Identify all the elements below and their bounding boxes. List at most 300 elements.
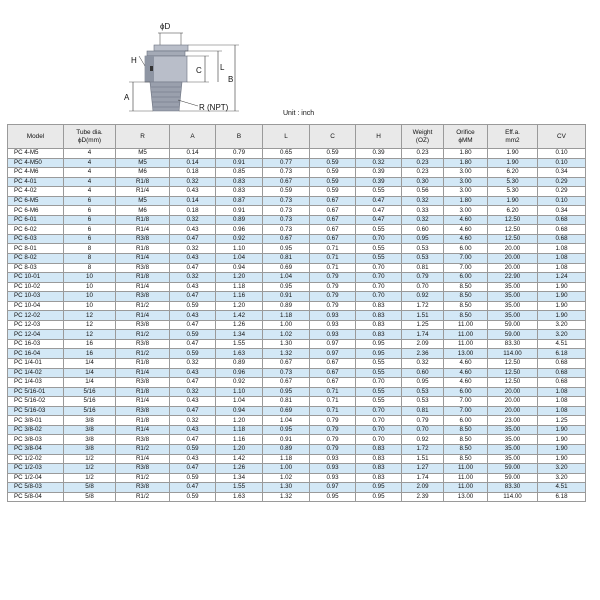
table-cell: 0.68 (538, 215, 586, 225)
column-header-label: Model (26, 132, 45, 140)
table-cell: R3/8 (116, 320, 170, 330)
dim-label-h: H (131, 56, 137, 65)
model-cell: PC 5/8-03 (8, 483, 64, 493)
table-cell: 0.29 (538, 187, 586, 197)
table-cell: 20.00 (488, 254, 538, 264)
table-cell: 0.71 (310, 406, 356, 416)
model-cell: PC 1/4-03 (8, 378, 64, 388)
table-row (8, 311, 586, 321)
model-cell: PC 10-03 (8, 292, 64, 302)
table-cell: 0.23 (402, 158, 444, 168)
table-row (8, 349, 586, 359)
fitting-hex-mark (150, 66, 153, 71)
table-cell: 0.10 (538, 149, 586, 159)
model-cell: PC 6-M6 (8, 206, 64, 216)
table-cell: 1.55 (216, 483, 263, 493)
table-cell: 1.10 (216, 244, 263, 254)
table-row (8, 492, 586, 502)
column-header-label: L (284, 132, 288, 140)
model-cell: PC 10-02 (8, 282, 64, 292)
table-cell: 0.79 (310, 425, 356, 435)
table-cell: 1/4 (64, 368, 116, 378)
model-cell: PC 5/8-04 (8, 492, 64, 502)
table-cell: R3/8 (116, 378, 170, 388)
table-cell: 0.79 (310, 301, 356, 311)
table-cell: 8 (64, 244, 116, 254)
table-cell: 4 (64, 168, 116, 178)
table-cell: 12.50 (488, 359, 538, 369)
table-cell: 5/16 (64, 397, 116, 407)
model-cell: PC 12-04 (8, 330, 64, 340)
table-cell: 0.95 (356, 483, 402, 493)
table-cell: 0.55 (356, 387, 402, 397)
table-row (8, 301, 586, 311)
column-header-unit: (OZ) (415, 136, 430, 144)
table-cell: 1.04 (216, 397, 263, 407)
table-cell: R3/8 (116, 435, 170, 445)
table-cell: 0.47 (170, 234, 216, 244)
table-cell: 1.90 (538, 292, 586, 302)
dim-label-b: B (228, 75, 234, 84)
table-cell: 1.42 (216, 311, 263, 321)
table-cell: 0.93 (310, 464, 356, 474)
model-cell: PC 10-01 (8, 273, 64, 283)
table-cell: 0.43 (170, 425, 216, 435)
table-cell: 1.90 (538, 301, 586, 311)
table-cell: 4.60 (444, 234, 488, 244)
table-row (8, 378, 586, 388)
model-cell: PC 4-02 (8, 187, 64, 197)
model-cell: PC 12-02 (8, 311, 64, 321)
table-cell: 0.95 (356, 492, 402, 502)
column-header (356, 125, 402, 149)
table-cell: 0.70 (356, 273, 402, 283)
table-cell: 11.00 (444, 464, 488, 474)
table-row (8, 234, 586, 244)
table-cell: 1.00 (263, 464, 310, 474)
table-row (8, 177, 586, 187)
table-cell: 0.55 (356, 359, 402, 369)
table-cell: 1.18 (216, 425, 263, 435)
table-cell: 0.32 (170, 215, 216, 225)
column-header (8, 125, 64, 149)
table-cell: 5.30 (488, 187, 538, 197)
leader-r-npt (178, 100, 198, 106)
table-cell: 6 (64, 234, 116, 244)
table-cell: R1/8 (116, 273, 170, 283)
model-cell: PC 4-M6 (8, 168, 64, 178)
table-cell: 0.73 (263, 215, 310, 225)
table-cell: R1/4 (116, 254, 170, 264)
table-cell: 0.59 (170, 301, 216, 311)
table-cell: 0.92 (402, 292, 444, 302)
table-cell: 8.50 (444, 454, 488, 464)
dim-label-c: C (196, 66, 202, 75)
table-cell: 0.59 (170, 473, 216, 483)
table-cell: 0.95 (356, 349, 402, 359)
table-cell: 1.24 (538, 273, 586, 283)
table-cell: 0.89 (263, 444, 310, 454)
fitting-dimension-diagram (0, 0, 600, 122)
table-cell: 0.70 (402, 425, 444, 435)
table-cell: 0.55 (356, 397, 402, 407)
table-cell: 1.63 (216, 349, 263, 359)
table-cell: 0.67 (263, 177, 310, 187)
table-cell: 0.39 (356, 149, 402, 159)
table-cell: 1.80 (444, 149, 488, 159)
table-cell: 0.79 (216, 149, 263, 159)
table-cell: 0.83 (356, 473, 402, 483)
table-cell: 0.70 (356, 378, 402, 388)
table-cell: 16 (64, 339, 116, 349)
table-cell: 1.02 (263, 473, 310, 483)
table-cell: 10 (64, 282, 116, 292)
model-cell: PC 1/2-02 (8, 454, 64, 464)
table-cell: 1.16 (216, 435, 263, 445)
table-cell: 1.16 (216, 292, 263, 302)
table-cell: 0.39 (356, 168, 402, 178)
table-row (8, 320, 586, 330)
table-cell: 1.34 (216, 330, 263, 340)
table-cell: 0.70 (356, 292, 402, 302)
model-cell: PC 3/8-01 (8, 416, 64, 426)
table-cell: 5/8 (64, 483, 116, 493)
table-cell: 0.89 (216, 359, 263, 369)
table-cell: 1.02 (263, 330, 310, 340)
table-cell: 0.70 (356, 435, 402, 445)
model-cell: PC 1/2-03 (8, 464, 64, 474)
table-cell: 8.50 (444, 292, 488, 302)
table-cell: 59.00 (488, 464, 538, 474)
table-cell: 0.67 (310, 378, 356, 388)
model-cell: PC 1/2-04 (8, 473, 64, 483)
table-cell: 0.73 (263, 168, 310, 178)
table-cell: R3/8 (116, 464, 170, 474)
table-cell: 0.18 (170, 168, 216, 178)
table-cell: 7.00 (444, 406, 488, 416)
model-cell: PC 5/16-02 (8, 397, 64, 407)
table-cell: 0.91 (263, 292, 310, 302)
table-cell: 1.20 (216, 301, 263, 311)
table-cell: 0.79 (310, 292, 356, 302)
table-cell: 20.00 (488, 387, 538, 397)
table-cell: 0.55 (356, 244, 402, 254)
table-cell: 5/8 (64, 492, 116, 502)
table-cell: 0.89 (216, 215, 263, 225)
table-row (8, 273, 586, 283)
table-cell: 13.00 (444, 492, 488, 502)
table-cell: R1/4 (116, 368, 170, 378)
table-cell: 0.68 (538, 359, 586, 369)
table-cell: 1.51 (402, 454, 444, 464)
model-cell: PC 12-03 (8, 320, 64, 330)
table-cell: 3/8 (64, 425, 116, 435)
table-cell: 8.50 (444, 425, 488, 435)
table-cell: 4.60 (444, 368, 488, 378)
table-cell: 0.96 (216, 368, 263, 378)
table-cell: 0.59 (263, 187, 310, 197)
table-cell: 0.53 (402, 397, 444, 407)
table-cell: R1/2 (116, 349, 170, 359)
table-cell: R1/8 (116, 215, 170, 225)
table-cell: 0.59 (310, 187, 356, 197)
table-cell: 0.29 (538, 177, 586, 187)
table-cell: 0.56 (402, 187, 444, 197)
model-cell: PC 6-M5 (8, 196, 64, 206)
table-cell: 0.59 (310, 149, 356, 159)
table-cell: 12.50 (488, 234, 538, 244)
table-cell: 3.20 (538, 473, 586, 483)
table-cell: 0.32 (170, 177, 216, 187)
table-cell: 0.55 (356, 254, 402, 264)
table-cell: 0.70 (402, 282, 444, 292)
table-row (8, 387, 586, 397)
model-cell: PC 3/8-02 (8, 425, 64, 435)
table-cell: 1.04 (263, 273, 310, 283)
table-cell: 0.83 (356, 301, 402, 311)
fitting-collar (147, 51, 185, 56)
table-row (8, 187, 586, 197)
table-cell: R1/4 (116, 282, 170, 292)
table-cell: M6 (116, 206, 170, 216)
table-cell: 11.00 (444, 320, 488, 330)
table-cell: 0.71 (310, 254, 356, 264)
table-cell: 1.20 (216, 444, 263, 454)
table-row (8, 330, 586, 340)
table-cell: 0.96 (216, 225, 263, 235)
column-header-label: Eff.a. (505, 128, 520, 136)
table-cell: 0.47 (356, 215, 402, 225)
table-cell: 1.10 (216, 387, 263, 397)
column-header-unit: ϕMM (458, 136, 473, 144)
table-cell: 0.83 (356, 311, 402, 321)
table-cell: 1.18 (216, 282, 263, 292)
table-cell: 3.20 (538, 320, 586, 330)
table-row (8, 206, 586, 216)
table-cell: 12 (64, 320, 116, 330)
table-row (8, 168, 586, 178)
table-cell: 0.67 (310, 215, 356, 225)
table-cell: 0.79 (402, 273, 444, 283)
table-cell: 1.32 (263, 492, 310, 502)
table-cell: 0.32 (170, 359, 216, 369)
table-cell: 0.65 (263, 149, 310, 159)
table-cell: 0.14 (170, 196, 216, 206)
table-row (8, 292, 586, 302)
table-cell: 1.08 (538, 387, 586, 397)
table-cell: 114.00 (488, 349, 538, 359)
table-cell: M5 (116, 196, 170, 206)
table-cell: 59.00 (488, 330, 538, 340)
column-header (402, 125, 444, 149)
table-cell: 0.67 (310, 368, 356, 378)
table-cell: 0.67 (310, 196, 356, 206)
table-cell: 6.18 (538, 349, 586, 359)
table-cell: 16 (64, 349, 116, 359)
dim-label-phi-d: ϕD (160, 22, 171, 31)
table-cell: 8.50 (444, 282, 488, 292)
table-cell: 1.90 (538, 435, 586, 445)
model-cell: PC 8-01 (8, 244, 64, 254)
table-cell: 0.55 (356, 187, 402, 197)
table-cell: 35.00 (488, 311, 538, 321)
table-cell: 1.80 (444, 196, 488, 206)
table-cell: 7.00 (444, 263, 488, 273)
table-cell: 0.79 (310, 416, 356, 426)
table-cell: 0.32 (170, 273, 216, 283)
column-header (310, 125, 356, 149)
table-cell: 0.79 (310, 444, 356, 454)
column-header (64, 125, 116, 149)
table-cell: 1.42 (216, 454, 263, 464)
table-cell: 0.95 (402, 234, 444, 244)
table-cell: R1/4 (116, 454, 170, 464)
table-row (8, 435, 586, 445)
table-row (8, 425, 586, 435)
table-cell: R3/8 (116, 406, 170, 416)
model-cell: PC 4-01 (8, 177, 64, 187)
fitting-thread (150, 82, 182, 111)
table-cell: 0.83 (216, 187, 263, 197)
table-cell: 12 (64, 311, 116, 321)
table-row (8, 244, 586, 254)
table-cell: 0.71 (310, 397, 356, 407)
column-header-unit: ϕD(mm) (77, 136, 102, 144)
table-cell: 0.79 (310, 273, 356, 283)
table-cell: 0.32 (402, 359, 444, 369)
table-cell: 0.34 (538, 206, 586, 216)
table-cell: 0.70 (356, 425, 402, 435)
table-cell: 0.68 (538, 368, 586, 378)
table-cell: 0.95 (356, 339, 402, 349)
table-cell: 1.08 (538, 263, 586, 273)
table-cell: 0.32 (170, 416, 216, 426)
table-cell: R3/8 (116, 292, 170, 302)
table-cell: 3.20 (538, 464, 586, 474)
table-header-row (8, 125, 586, 149)
table-cell: 0.73 (263, 206, 310, 216)
table-cell: 0.60 (402, 225, 444, 235)
table-cell: 0.43 (170, 282, 216, 292)
table-cell: R1/4 (116, 397, 170, 407)
table-cell: R1/8 (116, 244, 170, 254)
table-cell: 5.30 (488, 177, 538, 187)
table-cell: 35.00 (488, 282, 538, 292)
table-cell: 0.18 (170, 206, 216, 216)
table-cell: 1.90 (538, 282, 586, 292)
table-cell: 0.14 (170, 158, 216, 168)
table-cell: 0.71 (310, 263, 356, 273)
table-cell: 0.43 (170, 254, 216, 264)
table-cell: 0.43 (170, 187, 216, 197)
table-cell: 0.32 (170, 244, 216, 254)
table-cell: R1/2 (116, 492, 170, 502)
table-cell: 1.25 (402, 320, 444, 330)
table-cell: 0.43 (170, 397, 216, 407)
table-cell: 0.67 (310, 225, 356, 235)
table-cell: 59.00 (488, 473, 538, 483)
table-cell: 5/16 (64, 406, 116, 416)
dim-label-a: A (124, 93, 130, 102)
table-cell: M5 (116, 149, 170, 159)
table-cell: 4.51 (538, 339, 586, 349)
table-cell: 0.33 (402, 206, 444, 216)
column-header-label: R (140, 132, 145, 140)
table-cell: 0.59 (170, 492, 216, 502)
table-cell: 0.83 (216, 177, 263, 187)
table-cell: 6 (64, 206, 116, 216)
table-cell: 1.26 (216, 320, 263, 330)
table-cell: 8 (64, 254, 116, 264)
table-cell: 10 (64, 301, 116, 311)
model-cell: PC 10-04 (8, 301, 64, 311)
table-cell: 83.30 (488, 483, 538, 493)
model-cell: PC 1/4-01 (8, 359, 64, 369)
table-row (8, 473, 586, 483)
table-cell: 8 (64, 263, 116, 273)
table-cell: 1.90 (538, 454, 586, 464)
table-cell: 1.72 (402, 444, 444, 454)
model-cell: PC 8-02 (8, 254, 64, 264)
table-cell: 1.08 (538, 406, 586, 416)
table-cell: 2.09 (402, 483, 444, 493)
table-cell: 2.09 (402, 339, 444, 349)
table-cell: 1.63 (216, 492, 263, 502)
table-row (8, 263, 586, 273)
model-cell: PC 5/16-01 (8, 387, 64, 397)
table-row (8, 464, 586, 474)
table-row (8, 359, 586, 369)
table-cell: 10 (64, 292, 116, 302)
table-cell: 0.70 (356, 282, 402, 292)
column-header (444, 125, 488, 149)
table-cell: 35.00 (488, 435, 538, 445)
table-cell: 59.00 (488, 320, 538, 330)
table-cell: 0.55 (356, 368, 402, 378)
table-cell: 35.00 (488, 454, 538, 464)
table-cell: 6.00 (444, 416, 488, 426)
column-header (170, 125, 216, 149)
table-cell: R3/8 (116, 234, 170, 244)
table-cell: 0.68 (538, 378, 586, 388)
table-cell: 0.70 (356, 263, 402, 273)
table-cell: 3.00 (444, 177, 488, 187)
table-cell: 0.10 (538, 158, 586, 168)
table-cell: 4.60 (444, 378, 488, 388)
model-cell: PC 16-04 (8, 349, 64, 359)
table-cell: 0.10 (538, 196, 586, 206)
table-cell: 0.71 (310, 387, 356, 397)
column-header-label: Orifice (456, 128, 475, 136)
table-cell: 0.67 (263, 378, 310, 388)
table-cell: 0.77 (263, 158, 310, 168)
table-cell: 0.73 (263, 225, 310, 235)
table-cell: 1.18 (263, 454, 310, 464)
table-row (8, 254, 586, 264)
table-cell: 0.53 (402, 244, 444, 254)
table-cell: 0.43 (170, 225, 216, 235)
table-row (8, 368, 586, 378)
table-cell: 1.74 (402, 330, 444, 340)
table-cell: 0.67 (310, 359, 356, 369)
table-cell: 1.25 (538, 416, 586, 426)
table-cell: 0.39 (356, 177, 402, 187)
table-cell: 1.34 (216, 473, 263, 483)
table-cell: 11.00 (444, 330, 488, 340)
table-cell: 0.34 (538, 168, 586, 178)
table-cell: 0.43 (170, 311, 216, 321)
table-cell: 1.27 (402, 464, 444, 474)
